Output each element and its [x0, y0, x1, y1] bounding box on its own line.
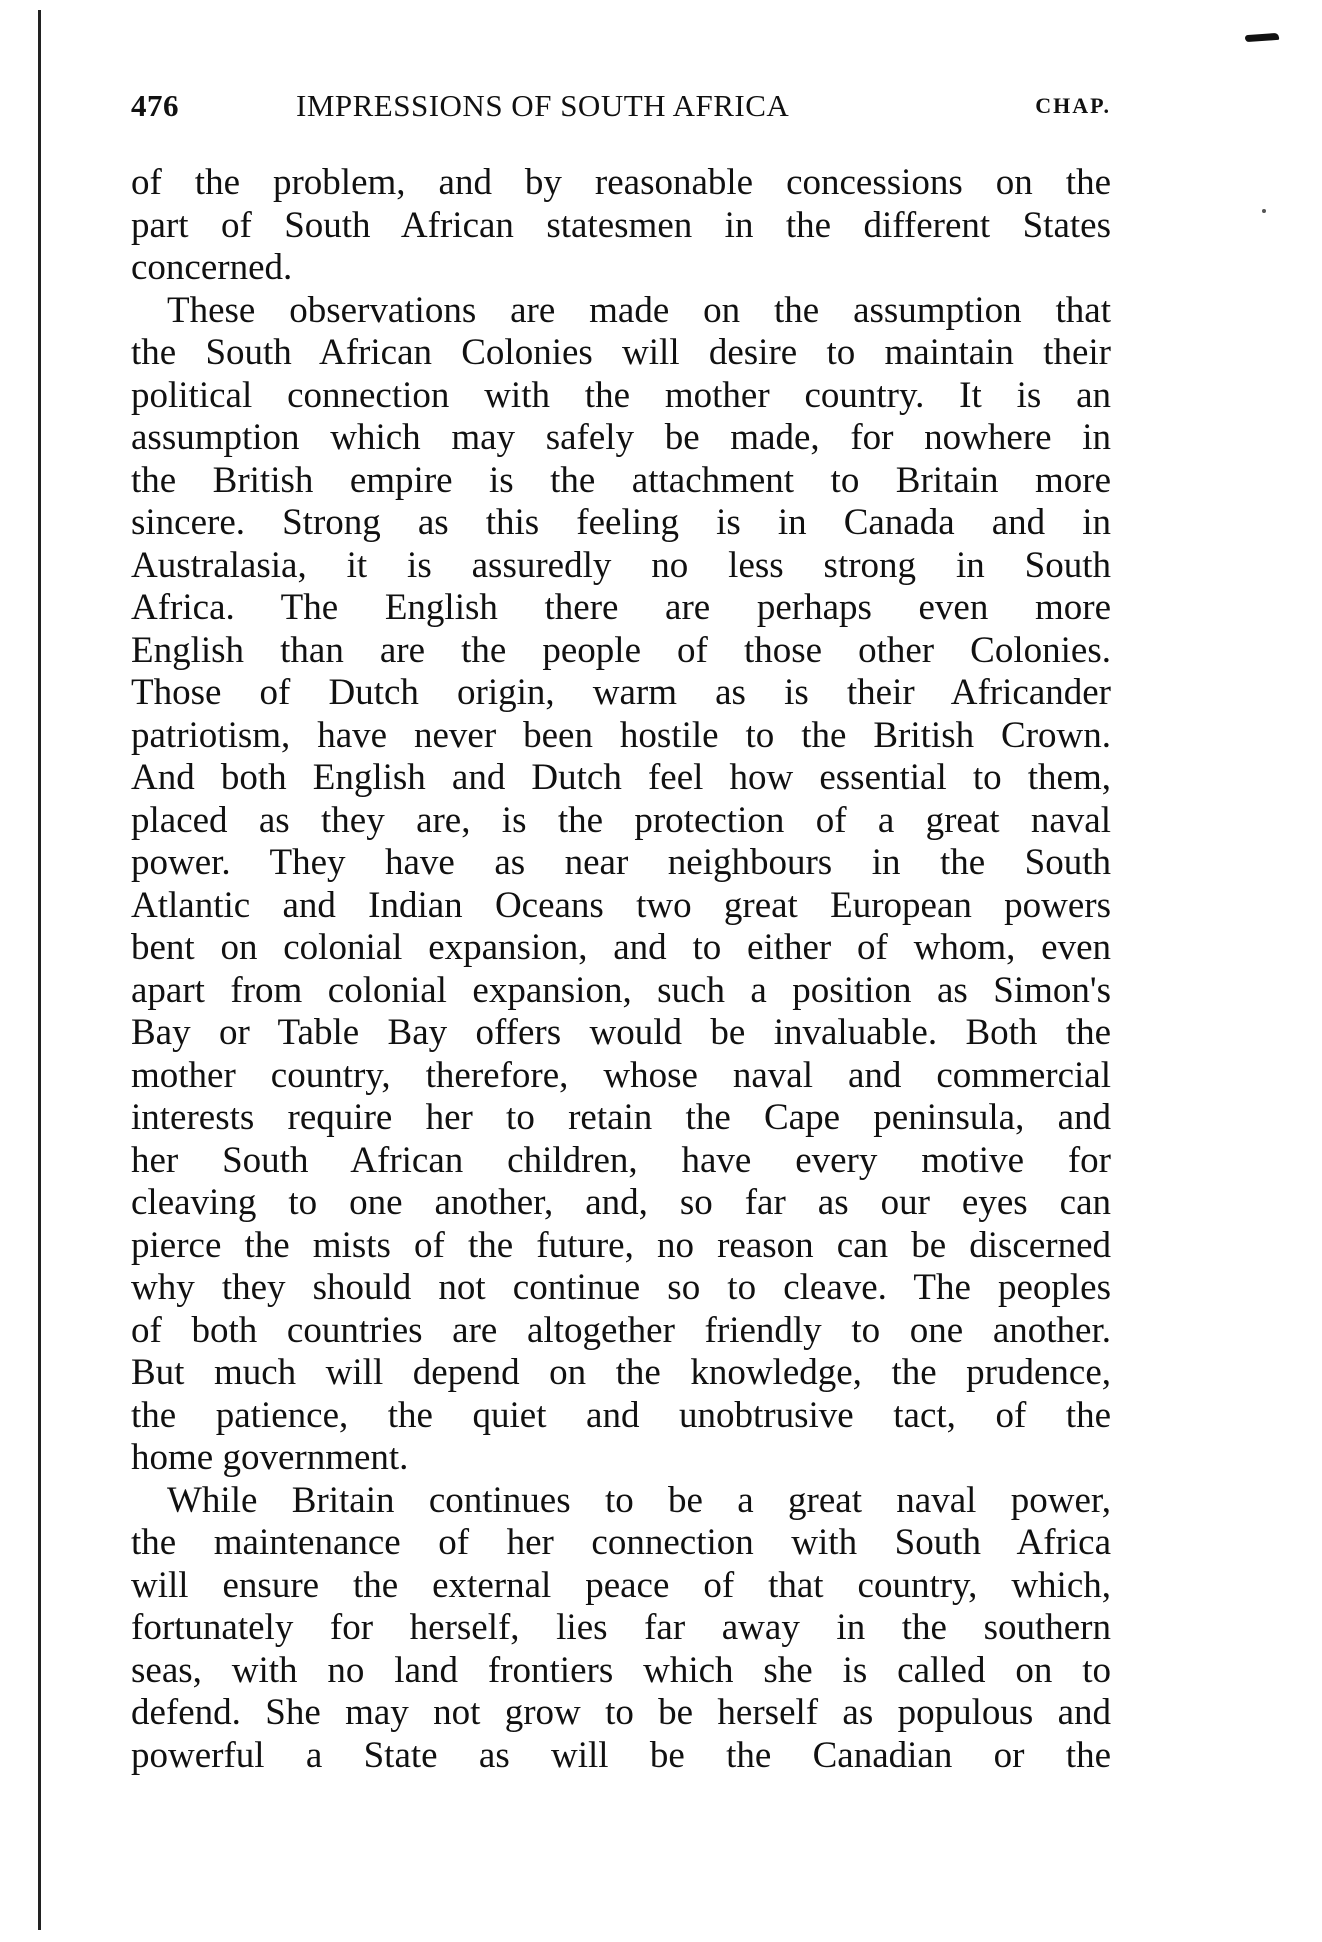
text-line: sincere. Strong as this feeling is in Canada and in — [131, 502, 1111, 543]
text-line: These observations are made on the assumption that — [167, 289, 1111, 331]
text-line: cleaving to one another, and, so far as our eyes can — [131, 1182, 1111, 1223]
text-line: Bay or Table Bay offers would be invaluable. Both the — [131, 1012, 1111, 1053]
text-line: the British empire is the attachment to Britain more — [131, 459, 1111, 501]
text-line: of the problem, and by reasonable concessions on the — [131, 162, 1111, 203]
running-head — [131, 80, 1111, 132]
text-line: Atlantic and Indian Oceans two great European powers — [131, 884, 1111, 926]
ink-mark — [1245, 33, 1279, 42]
text-line: But much will depend on the knowledge, the prudence, — [131, 1352, 1111, 1393]
text-line: will ensure the external peace of that country, which, — [131, 1564, 1111, 1606]
text-line: fortunately for herself, lies far away in the southern — [131, 1607, 1111, 1648]
text-line: mother country, therefore, whose naval and commercial — [131, 1054, 1111, 1096]
text-line: bent on colonial expansion, and to either of whom, even — [131, 927, 1111, 968]
text-line: of both countries are altogether friendly to one another. — [131, 1309, 1111, 1351]
chapter-label: CHAP. — [1035, 93, 1111, 118]
body-text — [131, 162, 1111, 1777]
text-line: the patience, the quiet and unobtrusive tact, of the — [131, 1394, 1111, 1436]
text-line: While Britain continues to be a great naval power, — [167, 1479, 1111, 1521]
book-page — [131, 80, 1111, 1777]
text-line: defend. She may not grow to be herself as populous and — [131, 1692, 1111, 1733]
text-line: placed as they are, is the protection of a great naval — [131, 799, 1111, 841]
text-line: patriotism, have never been hostile to the British Crown. — [131, 714, 1111, 756]
book-title: IMPRESSIONS OF SOUTH AFRICA — [296, 88, 790, 123]
text-line: apart from colonial expansion, such a position as Simon's — [131, 969, 1111, 1011]
text-line: concerned. — [131, 247, 293, 288]
text-line: seas, with no land frontiers which she is called on to — [131, 1649, 1111, 1691]
text-line: English than are the people of those other Colonies. — [131, 629, 1111, 671]
text-line: the maintenance of her connection with South Africa — [131, 1522, 1111, 1563]
text-line: powerful a State as will be the Canadian or the — [131, 1734, 1111, 1776]
text-line: her South African children, have every motive for — [131, 1139, 1111, 1181]
text-line: power. They have as near neighbours in the South — [131, 842, 1111, 883]
text-line: pierce the mists of the future, no reason can be discerned — [131, 1224, 1111, 1266]
text-line: interests require her to retain the Cape peninsula, and — [131, 1097, 1111, 1138]
text-line: political connection with the mother country. It is an — [131, 374, 1111, 416]
text-line: Those of Dutch origin, warm as is their Africander — [131, 672, 1111, 713]
page-number: 476 — [131, 88, 179, 123]
text-line: assumption which may safely be made, for nowhere in — [131, 417, 1111, 458]
text-line: Australasia, it is assuredly no less strong in South — [131, 544, 1111, 586]
text-line: why they should not continue so to cleave. The peoples — [131, 1267, 1111, 1308]
text-line: the South African Colonies will desire to maintain their — [131, 332, 1111, 373]
ink-speck — [1262, 209, 1266, 213]
page-binding-line — [38, 10, 41, 1930]
text-line: home government. — [131, 1437, 409, 1478]
text-line: part of South African statesmen in the different States — [131, 204, 1111, 246]
text-line: And both English and Dutch feel how essential to them, — [131, 757, 1111, 798]
text-line: Africa. The English there are perhaps even more — [131, 587, 1111, 628]
